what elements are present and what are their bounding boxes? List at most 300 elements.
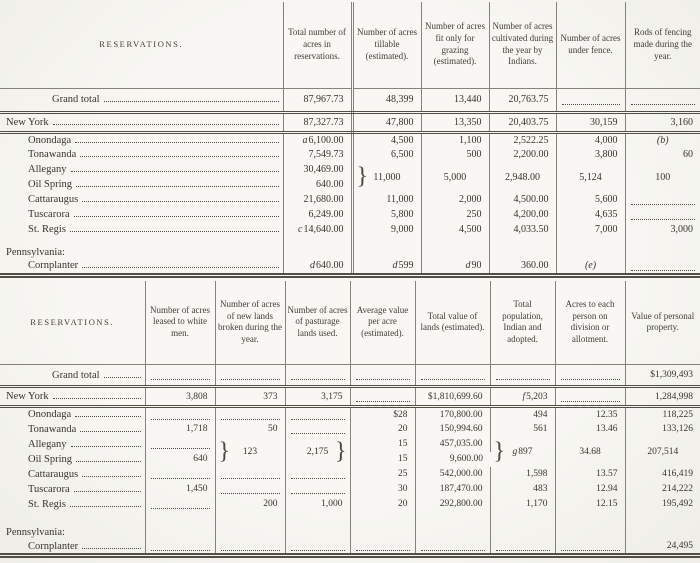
dotted-leader	[82, 547, 140, 549]
cell-value-wrap	[284, 117, 351, 128]
column-header	[145, 281, 215, 365]
dotted-leader	[76, 460, 140, 462]
cell-value: 1,598	[526, 469, 548, 479]
table-cell	[285, 407, 350, 422]
cell-value: 3,160	[670, 116, 693, 128]
cell-value: 2,522.25	[513, 134, 549, 146]
cell-value: 360.00	[521, 260, 549, 272]
table-cell	[352, 132, 421, 147]
table-cell	[555, 437, 625, 467]
table-cell	[625, 526, 700, 540]
cell-value: 3,000	[670, 224, 693, 235]
table-cell	[421, 222, 489, 237]
table-cell	[556, 147, 625, 162]
table-cell	[625, 132, 700, 147]
table-cell	[489, 207, 556, 222]
table-cell	[555, 365, 625, 387]
table-cell	[215, 422, 285, 437]
row-label-line	[0, 149, 283, 160]
row-label-cell	[0, 512, 145, 526]
table-cell	[421, 88, 489, 112]
table-cell	[490, 407, 555, 422]
table-cell	[556, 192, 625, 207]
footnote-marker: f	[522, 391, 526, 402]
cell-value-wrap	[146, 454, 215, 464]
cell-value: 561	[533, 424, 548, 434]
table-cell	[215, 387, 285, 407]
table-cell	[625, 365, 700, 387]
cell-value: 1,170	[526, 499, 548, 509]
cell-value: 30,159	[590, 116, 618, 128]
row-label: Grand total	[52, 94, 100, 105]
cell-value: $1,810,699.60	[427, 391, 483, 402]
cell-value-wrap	[422, 117, 489, 128]
table-cell	[350, 497, 415, 512]
table-cell	[283, 207, 352, 222]
cell-value-wrap	[490, 194, 556, 205]
cell-value-wrap	[556, 469, 625, 479]
cell-value-wrap	[146, 484, 215, 494]
table-cell	[352, 222, 421, 237]
table-cell	[421, 259, 489, 275]
row-label: Cattaraugus	[28, 194, 79, 205]
column-header-label: Average value per acre (estimated).	[356, 304, 409, 339]
table-cell	[283, 88, 352, 112]
column-header-label: Value of personal property.	[631, 310, 695, 333]
cell-value: 3,175	[321, 391, 343, 402]
column-header-label: Acres to each person on division or allotment.	[565, 298, 615, 344]
row-label: Tonawanda	[28, 423, 77, 435]
cell-value-wrap	[626, 149, 700, 160]
column-header-label: Number of acres under fence.	[560, 33, 621, 55]
cell-value-wrap	[557, 135, 625, 146]
table-row	[0, 526, 700, 540]
cell-value-wrap	[146, 392, 215, 402]
table-cell	[145, 437, 215, 452]
cell-value: 5,203	[526, 391, 548, 402]
cell-value-wrap	[351, 424, 415, 434]
cell-value-wrap	[490, 224, 556, 235]
cell-value: 13,440	[454, 94, 482, 105]
cell-value: 640.00	[316, 260, 344, 272]
cell-value-wrap	[284, 94, 351, 105]
table-row	[0, 497, 700, 512]
empty-cell-dots	[291, 477, 345, 479]
cell-value-wrap	[416, 424, 490, 434]
header-row	[0, 281, 700, 365]
cell-value-wrap	[354, 194, 421, 205]
table-cell	[625, 162, 700, 192]
cell-value-wrap	[354, 209, 421, 220]
table-cell	[625, 497, 700, 512]
table-cell	[285, 437, 350, 467]
table-row	[0, 387, 700, 407]
cell-value: 1,450	[186, 484, 208, 494]
row-label-cell	[0, 422, 145, 437]
cell-value: 200	[263, 499, 278, 509]
row-label-cell	[0, 222, 283, 237]
cell-value-wrap	[416, 410, 490, 420]
table-row	[0, 422, 700, 437]
table-cell	[489, 162, 556, 192]
row-label: St. Regis	[28, 498, 66, 510]
table-cell	[352, 259, 421, 275]
table-cell	[215, 437, 285, 467]
cell-value: 2,200.00	[513, 149, 549, 160]
table-cell	[625, 245, 700, 259]
acreage-improvements-table-region	[0, 2, 700, 278]
row-label-line	[0, 209, 283, 220]
table-cell	[350, 467, 415, 482]
row-label: Onondaga	[28, 409, 72, 421]
cell-value-wrap	[416, 484, 490, 494]
row-label-cell	[0, 207, 283, 222]
table-cell	[489, 132, 556, 147]
cell-value-wrap	[422, 135, 489, 146]
empty-cell-dots	[562, 103, 620, 105]
table-cell	[283, 177, 352, 192]
table-cell	[556, 162, 625, 192]
empty-cell-dots	[356, 549, 410, 551]
empty-cell-dots	[631, 103, 696, 105]
row-label-cell	[0, 482, 145, 497]
cell-value: 640.00	[316, 179, 344, 190]
dotted-leader	[104, 100, 279, 102]
cell-value: 123	[242, 446, 258, 457]
table-cell	[556, 245, 625, 259]
column-header-label: Total number of acres in reservations.	[288, 27, 346, 61]
table-cell	[556, 259, 625, 275]
empty-cell-dots	[151, 549, 210, 551]
table-cell	[285, 482, 350, 497]
row-label-cell	[0, 112, 283, 132]
column-header	[555, 281, 625, 365]
empty-cell-dots	[421, 549, 485, 551]
cell-value: 15	[398, 439, 408, 449]
cell-value-wrap	[491, 499, 555, 509]
cell-value: 1,284,998	[655, 391, 693, 402]
cell-value: 4,000	[595, 134, 618, 146]
brace-glyph: }	[493, 437, 506, 464]
dotted-leader	[82, 475, 140, 477]
table-cell	[350, 452, 415, 467]
table-cell	[555, 526, 625, 540]
cell-value-wrap	[286, 499, 350, 509]
footnote-marker: d	[392, 260, 398, 272]
column-header-label: Rods of fencing made during the year.	[633, 27, 692, 61]
table-cell	[490, 467, 555, 482]
table-cell	[556, 132, 625, 147]
cell-value-wrap	[626, 172, 700, 183]
cell-value: 87,967.73	[303, 94, 344, 105]
row-label-line	[0, 247, 283, 258]
cell-value-wrap	[422, 194, 489, 205]
row-label-cell	[0, 177, 283, 192]
cell-value: 11,000	[373, 171, 401, 183]
table-row	[0, 192, 700, 207]
cell-value: 14,640.00	[303, 224, 344, 235]
row-label: Cornplanter	[28, 260, 79, 272]
row-label-line	[0, 224, 283, 235]
cell-value-wrap	[490, 149, 556, 160]
row-label: New York	[6, 391, 49, 402]
spacer-row	[0, 512, 700, 526]
dotted-leader	[74, 490, 141, 492]
cell-value-wrap	[557, 149, 625, 160]
table-cell	[625, 207, 700, 222]
table-cell	[352, 207, 421, 222]
table-cell	[285, 497, 350, 512]
cell-value-wrap	[557, 194, 625, 205]
cell-value-wrap	[351, 469, 415, 479]
cell-value-wrap	[284, 149, 351, 160]
cell-value-wrap	[284, 260, 351, 271]
cell-value-wrap	[491, 410, 555, 420]
cell-value: 373	[263, 391, 278, 402]
cell-value: 34.68	[579, 446, 601, 457]
cell-value: 6,249.00	[308, 209, 344, 220]
table-cell	[625, 422, 700, 437]
empty-cell-dots	[631, 269, 696, 271]
table-cell	[215, 540, 285, 556]
row-label: Pennsylvania:	[6, 527, 65, 538]
cell-value-wrap	[626, 135, 700, 146]
table-cell	[625, 192, 700, 207]
column-header	[625, 2, 700, 88]
table-cell	[490, 497, 555, 512]
table-row	[0, 259, 700, 275]
table-cell	[625, 222, 700, 237]
footnote-marker: g	[512, 446, 518, 457]
table-cell	[421, 147, 489, 162]
table-row	[0, 147, 700, 162]
column-header-label: RESERVATIONS.	[30, 316, 115, 327]
row-label-cell	[0, 452, 145, 467]
footnote-marker: c	[298, 224, 303, 235]
empty-cell-dots	[291, 549, 345, 551]
table-cell	[415, 467, 490, 482]
table-row	[0, 222, 700, 237]
row-label-line	[0, 179, 283, 190]
cell-value: 12.15	[596, 499, 618, 509]
cell-value-wrap	[626, 424, 700, 434]
table-cell	[489, 245, 556, 259]
cell-value: 457,035.00	[439, 439, 483, 449]
cell-value-wrap	[284, 179, 351, 190]
row-label: Allegany	[28, 164, 67, 175]
cell-value-wrap	[626, 392, 700, 402]
table-cell	[215, 365, 285, 387]
row-label-line	[0, 164, 283, 175]
empty-cell-dots	[421, 378, 485, 380]
cell-value: 1,100	[459, 134, 482, 146]
cell-value-wrap	[491, 469, 555, 479]
table-cell	[285, 422, 350, 437]
row-label-cell	[0, 437, 145, 452]
table-cell	[215, 497, 285, 512]
table-cell	[145, 512, 215, 526]
table-cell	[625, 147, 700, 162]
row-label: Tuscarora	[28, 483, 70, 495]
dotted-leader	[75, 415, 140, 417]
cell-value: 494	[533, 409, 548, 420]
row-label-cell	[0, 407, 145, 422]
cell-value: 214,222	[662, 484, 693, 494]
cell-value-wrap	[556, 410, 625, 420]
table-row	[0, 245, 700, 259]
cell-value-wrap	[351, 439, 415, 449]
cell-value-wrap	[422, 209, 489, 220]
cell-value: 170,800.00	[439, 409, 483, 420]
table-cell	[415, 540, 490, 556]
column-header	[0, 2, 283, 88]
column-header	[0, 281, 145, 365]
table-cell	[145, 482, 215, 497]
table-row	[0, 207, 700, 222]
empty-cell-dots	[561, 400, 620, 402]
column-header	[215, 281, 285, 365]
table-cell	[215, 407, 285, 422]
table-cell	[490, 482, 555, 497]
table-cell	[555, 540, 625, 556]
cell-value: 30	[398, 484, 408, 494]
row-label-cell	[0, 467, 145, 482]
row-label: St. Regis	[28, 224, 66, 235]
row-label-cell	[0, 147, 283, 162]
cell-value-wrap	[490, 209, 556, 220]
cell-value-wrap	[556, 447, 625, 457]
empty-cell-dots	[151, 447, 210, 449]
cell-value: 292,800.00	[439, 499, 483, 509]
table-cell	[215, 482, 285, 497]
table-row	[0, 88, 700, 112]
row-label: Onondaga	[28, 134, 72, 146]
table-cell	[490, 526, 555, 540]
cell-value: 1,000	[321, 499, 343, 509]
table-cell	[283, 259, 352, 275]
table-cell	[556, 237, 625, 245]
empty-cell-dots	[221, 492, 280, 494]
table-cell	[625, 437, 700, 467]
cell-value: 20,763.75	[508, 94, 549, 105]
table-cell	[145, 526, 215, 540]
cell-value: 5,124	[579, 171, 602, 183]
cell-value: 640	[193, 454, 208, 464]
table-row	[0, 162, 700, 177]
column-header	[285, 281, 350, 365]
row-label: Oil Spring	[28, 453, 73, 465]
row-label-line	[0, 424, 145, 435]
table-cell	[350, 540, 415, 556]
cell-value-wrap	[416, 499, 490, 509]
row-label-line	[0, 541, 145, 552]
cell-value-wrap	[490, 172, 556, 183]
cell-value-wrap	[354, 260, 421, 271]
empty-cell-dots	[496, 378, 550, 380]
dotted-leader	[53, 123, 279, 125]
row-label: Grand total	[52, 369, 100, 381]
table-cell	[145, 365, 215, 387]
cell-value: 542,000.00	[439, 469, 483, 479]
empty-cell-dots	[151, 378, 210, 380]
table-cell	[625, 112, 700, 132]
row-label-cell	[0, 259, 283, 275]
table-cell	[415, 365, 490, 387]
cell-value: 90	[471, 260, 482, 272]
row-label-line	[0, 117, 283, 128]
brace-glyph: }	[218, 437, 231, 464]
cell-value-wrap	[557, 209, 625, 220]
column-header	[352, 2, 421, 88]
cell-value-wrap	[490, 135, 556, 146]
table-cell	[145, 467, 215, 482]
cell-value-wrap	[286, 392, 350, 402]
cell-value-wrap	[626, 499, 700, 509]
cell-value: 118,225	[662, 409, 693, 420]
empty-cell-dots	[151, 477, 210, 479]
table-cell	[625, 259, 700, 275]
table-cell	[352, 162, 421, 192]
table-cell	[555, 467, 625, 482]
cell-value-wrap	[284, 164, 351, 175]
table-cell	[215, 526, 285, 540]
cell-value-wrap	[284, 135, 351, 146]
row-label-cell	[0, 237, 283, 245]
cell-value-wrap	[491, 484, 555, 494]
cell-value: 195,492	[662, 499, 693, 509]
cell-value: 50	[268, 424, 278, 434]
cell-value-wrap	[351, 499, 415, 509]
table-cell	[555, 407, 625, 422]
cell-value-wrap	[422, 224, 489, 235]
row-label-line	[0, 527, 145, 538]
table-cell	[215, 467, 285, 482]
cell-value-wrap	[626, 117, 700, 128]
cell-value-wrap	[416, 469, 490, 479]
table-cell	[489, 88, 556, 112]
table-cell	[625, 387, 700, 407]
table-cell	[415, 422, 490, 437]
cell-value: 3,808	[186, 391, 208, 402]
row-label: Oil Spring	[28, 179, 73, 190]
table-cell	[145, 497, 215, 512]
table-row	[0, 132, 700, 147]
empty-cell-dots	[291, 418, 345, 420]
row-label-cell	[0, 192, 283, 207]
row-label-line	[0, 439, 145, 450]
table-row	[0, 467, 700, 482]
cell-value: (b)	[656, 134, 669, 146]
table-cell	[415, 482, 490, 497]
table-cell	[555, 387, 625, 407]
table-cell	[625, 467, 700, 482]
table-cell	[490, 387, 555, 407]
column-header-label: Number of acres of pasturage lands used.	[287, 304, 348, 339]
column-header-label: Total value of lands (estimated).	[420, 310, 485, 333]
cell-value: 4,635	[595, 209, 618, 220]
table-cell	[145, 452, 215, 467]
cell-value: 4,500	[391, 134, 414, 146]
cell-value-wrap	[354, 135, 421, 146]
empty-cell-dots	[221, 418, 280, 420]
table-cell	[489, 192, 556, 207]
cell-value: 20	[398, 499, 408, 509]
cell-value: 150,994.60	[439, 424, 483, 434]
cell-value: 13.57	[596, 469, 618, 479]
table-cell	[555, 482, 625, 497]
cell-value-wrap	[284, 194, 351, 205]
row-label: Pennsylvania:	[6, 246, 65, 258]
